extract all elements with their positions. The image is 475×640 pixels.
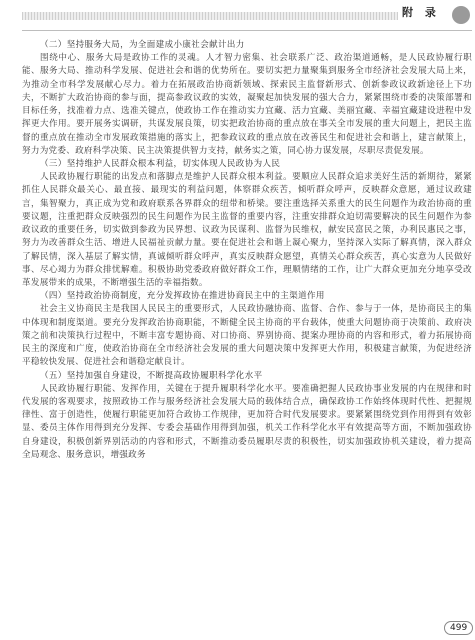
section-label: 附 录 <box>398 4 444 20</box>
section-heading: （二）坚持服务大局，为全面建成小康社会献计出力 <box>40 40 245 50</box>
body-paragraph: 人民政协履行职能的出发点和落脚点是维护人民群众根本利益。要顺应人民群众追求美好生活的新期待，紧紧抓住人民群众最关心、最直接、最现实的利益问题，体察群众疾苦，倾听群众呼声，反映群众意愿，通过议政建言，集智聚力，真正成为党和政府联系各界群众的纽带和桥梁。要注重选择关系重大的民生问题作为政治协商的重要议题，注重把群众反映强烈的民生问题作为民主监督的重要内容，注重安排群众迫切需要解决的民生问题作为参政议政的重要任务，切实做到参政为民界想、议政为民谋利、监督为民维权，献安民富民之策，办利民惠民之事，努力为改善群众生活、增进人民福祉贡献力量。要在促进社会和谐上凝心聚力，坚持深入实际了解真情，深入群众了解民情，深入基层了解实情，真诚倾听群众呼声，真实反映群众愿望，真情关心群众疾苦，真心实意为人民做好事、尽心竭力为群众排忧解难。积极协助党委政府做好群众工作，理顺情绪的工作，让广大群众更加充分地享受改革发展带来的成果，不断增强生活的幸福指数。 <box>22 172 472 288</box>
page-number: 499 <box>444 621 473 635</box>
body-paragraph: 人民政协履行职能、发挥作用，关键在于提升履职科学化水平。要准确把握人民政协事业发展的内在规律和时代发展的客观要求，按照政协工作与服务经济社会发展大局的载体结合点，确保政协工作始终体现时代性、把握规律性、富于创造性，使履行职能更加符合政协工作规律，更加符合时代发展要求。要紧紧围绕党到作用得到有效彰显、委员主体作用得到充分发挥、专委会基础作用得到加强，机关工作科学化水平有效提高等方面，不断加强政协自身建设，积极创新界别活动的内容和形式，不断推动委员履职尽责的积极性，切实加强政协机关建设，着力提高全局观念、服务意识，增强政务 <box>22 383 472 460</box>
body-paragraph: 社会主义协商民主是我国人民民主的重要形式，人民政协融协商、监督、合作、参与于一体，是协商民主的集中体现和制度渠道。要充分发挥政治协商职能，不断健全民主协商的平台载体，使重大问题协商于决策前、政府决策之前和决策执行过程中，不断丰富专题协商、对口协商、界别协商、提案办理协商的内容和形式，着力拓展协商民主的深度和广度，使政治协商在全市经济社会发展的重大问题决策中发挥更大作用，积极建言献策，为促进经济平稳较快发展、促进社会和谐稳定献良计。 <box>22 304 472 368</box>
header-circle-ornament <box>452 6 470 24</box>
section-heading: （五）坚持加强自身建设，不断提高政协履职科学化水平 <box>40 370 263 381</box>
section-heading: （四）坚持政治协商制度，充分发挥政协在推进协商民主中的主渠道作用 <box>40 291 325 302</box>
page-header <box>0 0 475 30</box>
header-pattern-band <box>22 12 440 20</box>
body-paragraph: 围绕中心、服务大局是政协工作的灵魂。人才智力密集、社会联系广泛、政治渠道通畅，是人民政协履行职能、服务大局、推动科学发展、促进社会和谐的优势所在。要切实把力量聚集到服务全市经济社会发展大局上来，为推动全市科学发展献心尽力。着力在拓展政治协商新领域、探索民主监督新形式、创新参政议政新途径上下功夫，不断扩大政治协商的参与面，提高参政议政的实效，凝聚起加快发展的强大合力，紧紧围绕市委的决策部署和目标任务，找准着力点、选准关键点，使政协工作在推动实力宜藏、活力宜藏、美丽宜藏、幸福宜藏建设进程中发挥更大作用。要开展务实调研，共谋发展良策，切实把政治协商的重点放在事关全市发展的重大问题上，把民主监督的重点放在推动全市发展政策措施的落实上，把参政议政的重点放在改善民生和促进社会和谐上，建言献策上，努力为党委、政府科学决策、民主决策提供智力支持，献务实之策，同心协力谋发展，尽职尽责促发展。 <box>22 53 472 156</box>
header-rule <box>22 30 472 31</box>
section-heading: （三）坚持维护人民群众根本利益，切实体现人民政协为人民 <box>40 159 281 169</box>
document-body <box>22 39 472 462</box>
